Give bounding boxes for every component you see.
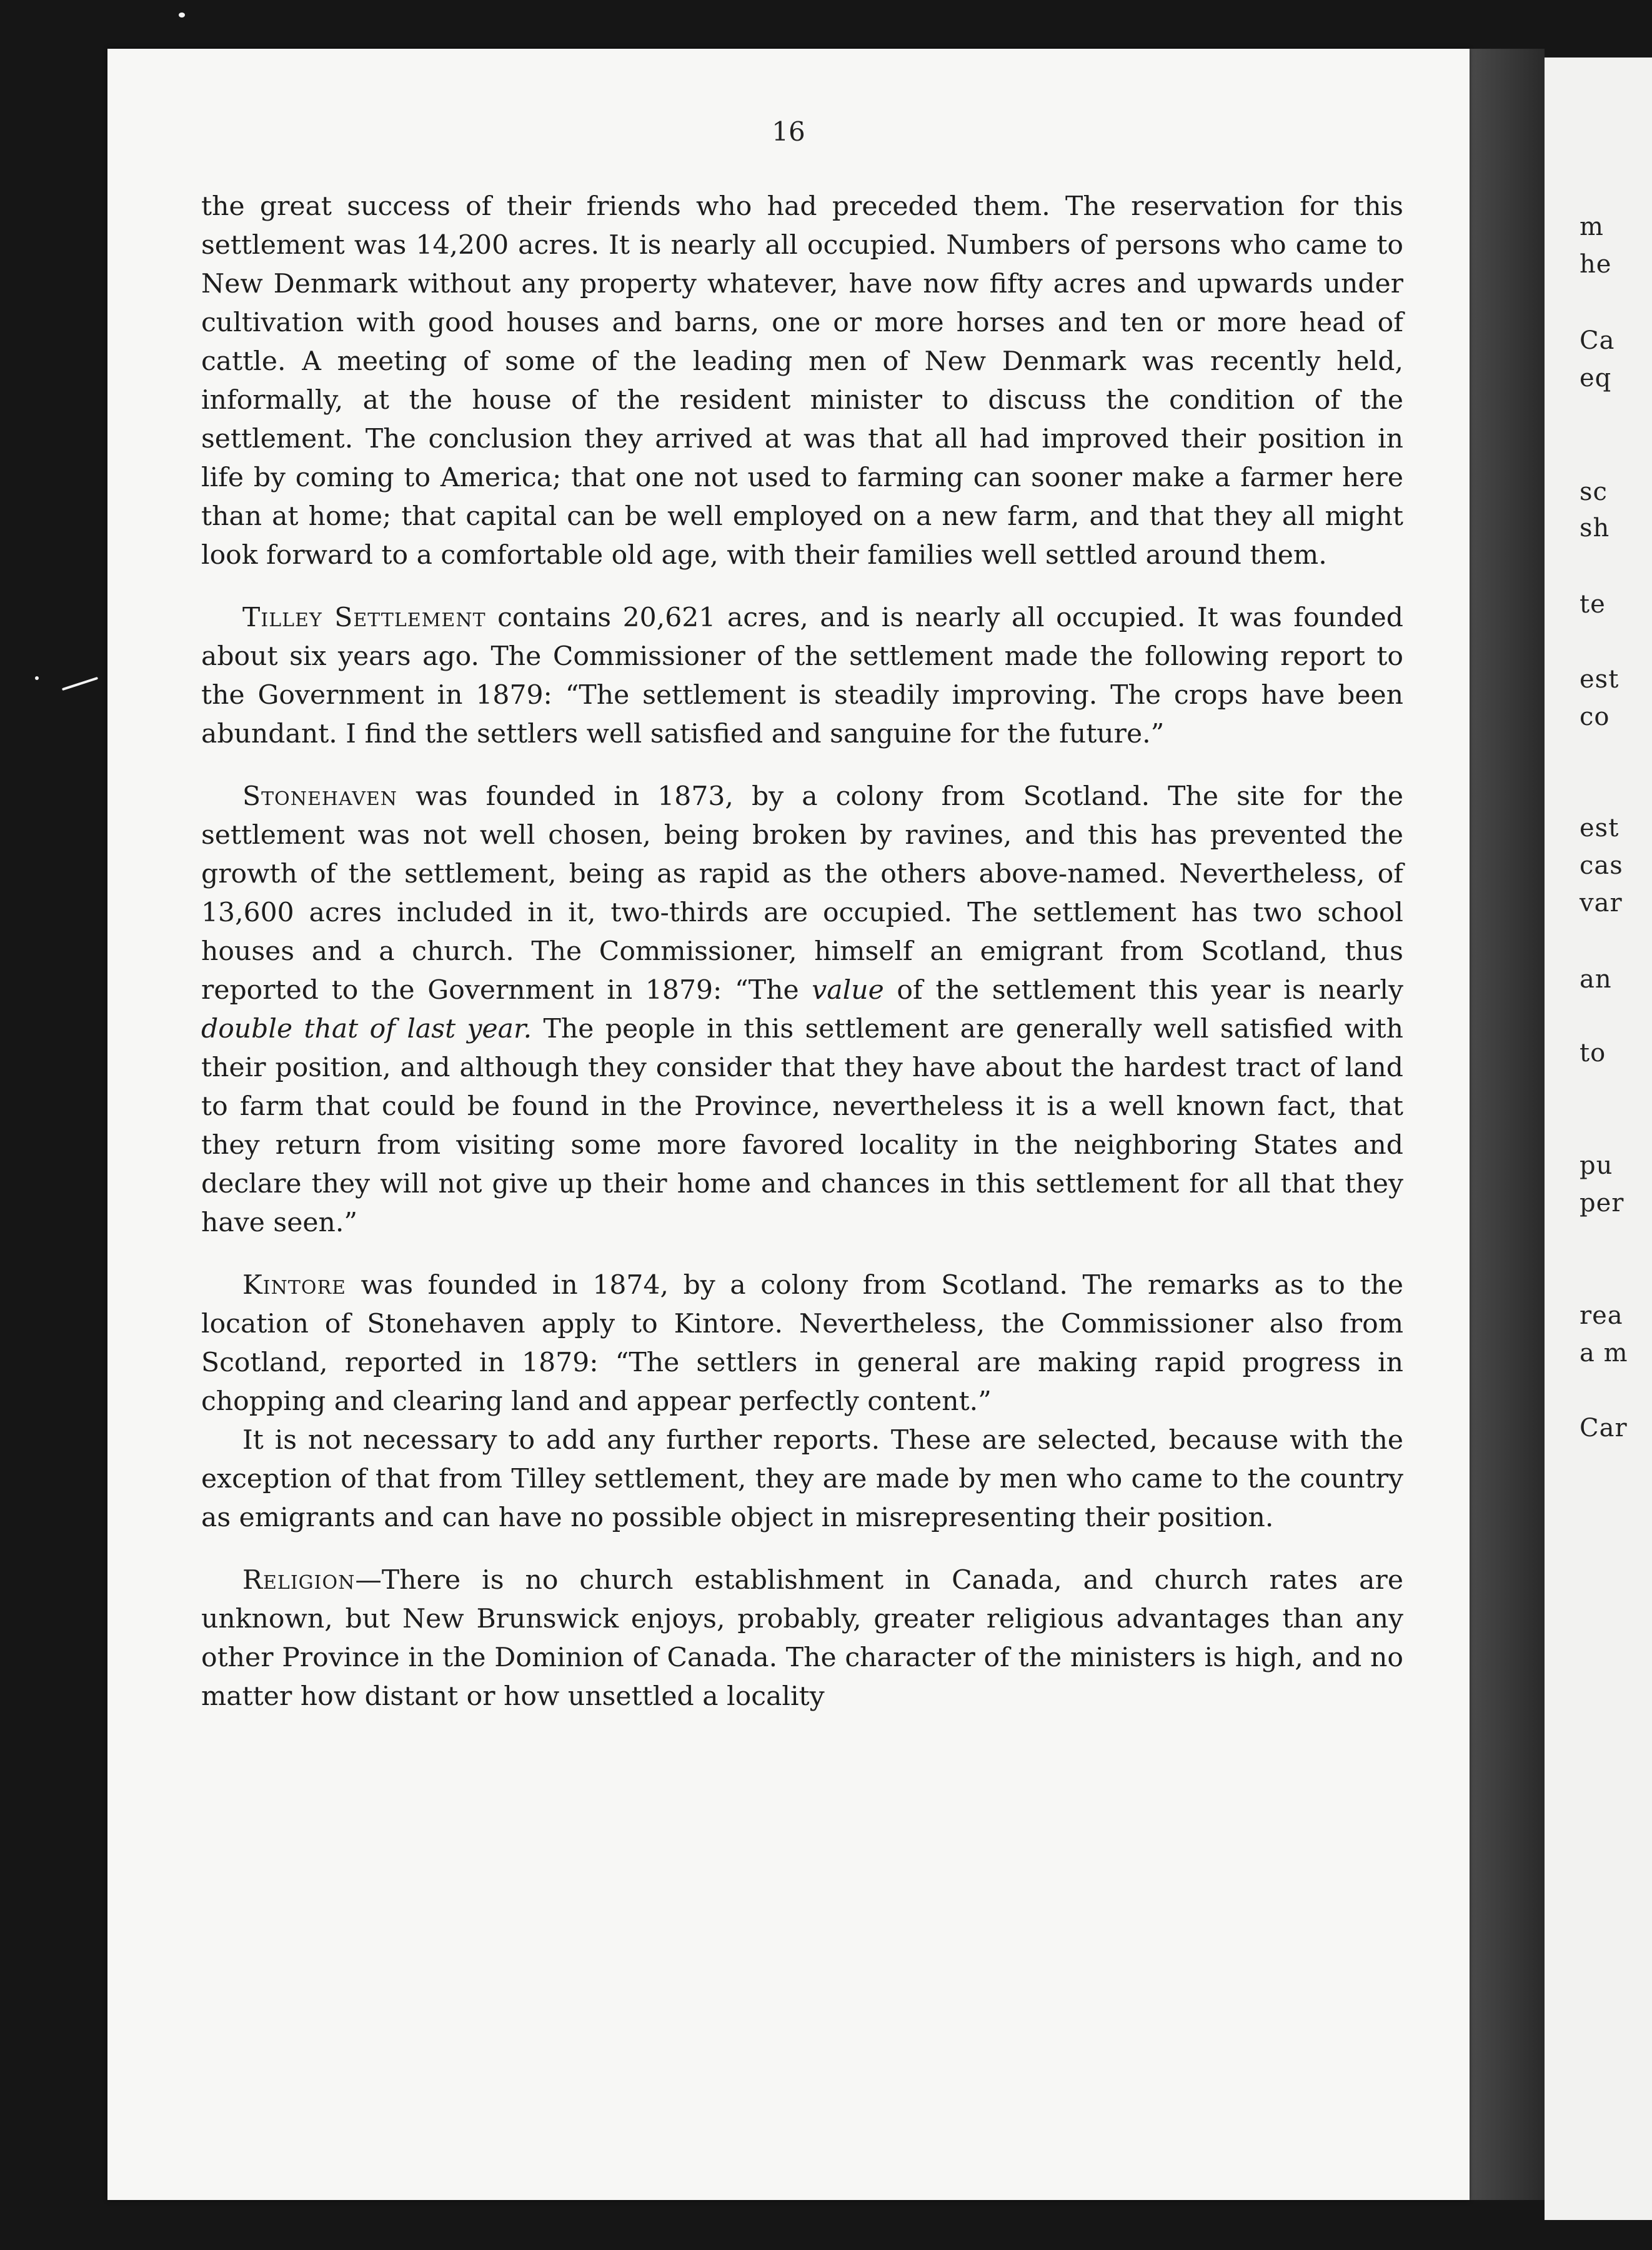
section-heading-kintore: Kintore <box>242 1270 346 1301</box>
page-body <box>201 188 1403 1740</box>
page-gutter-shadow <box>1470 49 1545 2200</box>
paragraph-stonehaven-text-a: was founded in 1873, by a colony from Scotland. The site for the settlement was not well chosen, being broken by ravines, and this has prevented the growth of the settlement, being as rapid as the others above-named. Nevertheless, of 13,600 acres included in it, two-thirds are occupied. The settlement has two school houses and a church. The Commissioner, himself an emigrant from Scotland, thus reported to the Government in 1879: “The <box>201 781 1403 1006</box>
adjacent-fragment: te <box>1580 590 1606 619</box>
scan-scratch <box>62 677 98 691</box>
emphasis-double: double that of last year. <box>201 1014 532 1044</box>
adjacent-fragment: he <box>1580 250 1612 279</box>
paragraph-reports <box>201 1421 1403 1538</box>
paragraph-reports-text: It is not necessary to add any further reports. These are selected, because with the exception of that from Tilley settlement, they are made by men who came to the country as emigrants and can have no possible object in misrepresenting their position. <box>201 1425 1403 1533</box>
paragraph-tilley <box>201 599 1403 754</box>
adjacent-fragment: Car <box>1580 1414 1628 1442</box>
adjacent-fragment: a m <box>1580 1339 1628 1368</box>
adjacent-fragment: est <box>1580 814 1620 842</box>
paragraph-kintore <box>201 1266 1403 1421</box>
emphasis-value: value <box>812 975 884 1006</box>
paragraph-religion <box>201 1561 1403 1716</box>
adjacent-fragment: eq <box>1580 364 1612 392</box>
adjacent-fragment: sh <box>1580 514 1610 542</box>
adjacent-fragment: pu <box>1580 1151 1613 1180</box>
section-heading-religion: Religion <box>242 1565 356 1596</box>
adjacent-fragment: rea <box>1580 1301 1623 1330</box>
adjacent-fragment: per <box>1580 1189 1625 1218</box>
paragraph-stonehaven-text-c: The people in this settlement are generally well satisfied with their position, and although they consider that they have about the hardest tract of land to farm that could be found in the Province, nevertheless it is a well known fact, that they return from visiting some more favored locality in the neighboring States and declare they will not give up their home and chances in this settlement for all that they have seen.” <box>201 1014 1403 1238</box>
paragraph-religion-text: —There is no church establishment in Canada, and church rates are unknown, but New Brunswick enjoys, probably, greater religious advantages than any other Province in the Dominion of Canada. The character of the ministers is high, and no matter how distant or how unsettled a locality <box>201 1565 1403 1712</box>
adjacent-fragment: cas <box>1580 851 1623 880</box>
scan-speck <box>35 676 39 680</box>
section-heading-stonehaven: Stonehaven <box>242 781 398 812</box>
adjacent-fragment: est <box>1580 665 1620 694</box>
paragraph-stonehaven-text-b: of the settlement this year is nearly <box>883 975 1403 1006</box>
section-heading-tilley: Tilley Settlement <box>242 602 486 633</box>
page-number: 16 <box>772 116 805 147</box>
paragraph-kintore-text: was founded in 1874, by a colony from Scotland. The remarks as to the location of Stonehaven apply to Kintore. Nevertheless, the Commissioner also from Scotland, reported in 1879: “The settlers in general are making rapid progress in chopping and clearing land and appear perfectly content.” <box>201 1270 1403 1417</box>
adjacent-fragment: m <box>1580 212 1604 241</box>
adjacent-fragment: an <box>1580 965 1612 994</box>
adjacent-fragment: Ca <box>1580 326 1615 355</box>
adjacent-fragment: co <box>1580 702 1610 731</box>
paragraph-stonehaven <box>201 778 1403 1242</box>
scan-speck <box>179 12 185 18</box>
adjacent-fragment: to <box>1580 1039 1606 1068</box>
paragraph-tilley-text: contains 20,621 acres, and is nearly all occupied. It was founded about six years ago. The Commissioner of the settlement made the following report to the Government in 1879: “The settlement is steadily improving. The crops have been abundant. I find the settlers well satisfied and sanguine for the future.” <box>201 602 1403 749</box>
adjacent-fragment: var <box>1580 889 1623 918</box>
adjacent-page-sliver <box>1545 58 1652 2220</box>
adjacent-fragment: sc <box>1580 478 1608 506</box>
paragraph-new-denmark: the great success of their friends who had preceded them. The reservation for this settlement was 14,200 acres. It is nearly all occupied. Numbers of persons who came to New Denmark without any property whatever, have now fifty acres and upwards under cultivation with good houses and barns, one or more horses and ten or more head of cattle. A meeting of some of the leading men of New Denmark was recently held, informally, at the house of the resident minister to discuss the condition of the settlement. The conclusion they arrived at was that all had improved their position in life by coming to America; that one not used to farming can sooner make a farmer here than at home; that capital can be well employed on a new farm, and that they all might look forward to a comfortable old age, with their families well settled around them. <box>201 191 1403 571</box>
